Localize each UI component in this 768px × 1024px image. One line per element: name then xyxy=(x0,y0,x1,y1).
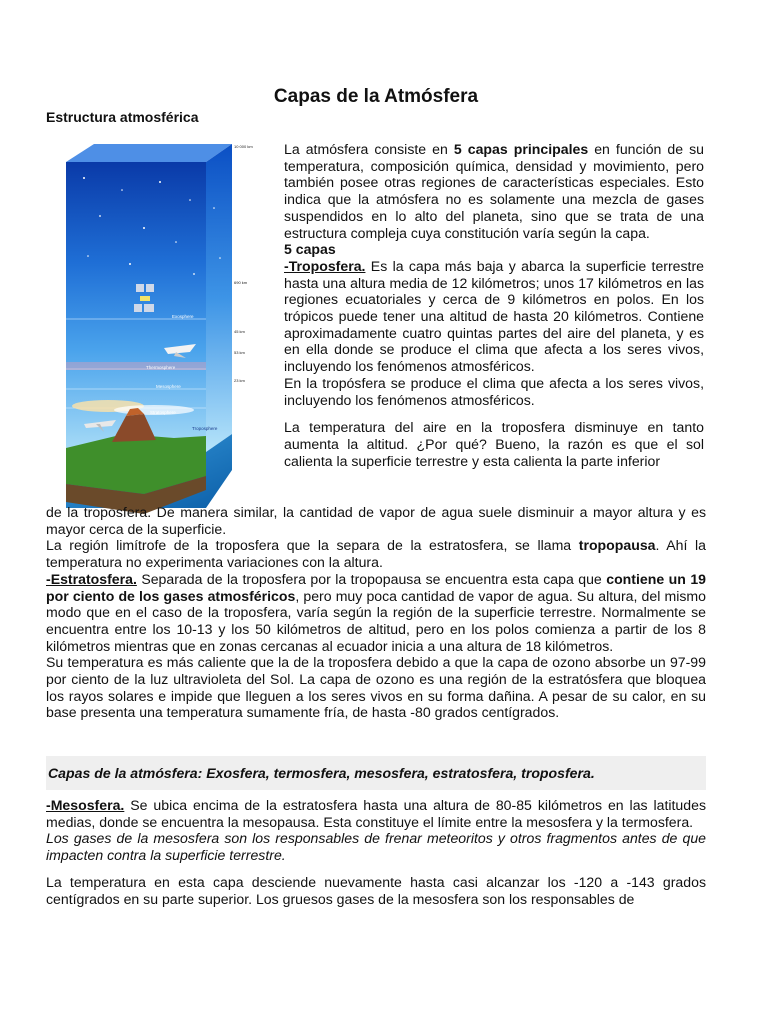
tropopausa-paragraph: La región limítrofe de la troposfera que la separa de la estratosfera, se llama tropopausa. Ahí la temperatura no experimenta variaciones con la altura. xyxy=(46,537,706,571)
ozono-paragraph: Su temperatura es más caliente que la de la troposfera debido a que la capa de ozono absorbe un 97-99 por ciento de la luz ultravioleta del Sol. La capa de ozono es una región de la estratósfera que bloquea los rayos solares e impide que lleguen a los seres vivos en su forma dañina. A pesar de su calor, en su base presenta una temperatura sumamente fría, de hasta -80 grados centígrados. xyxy=(46,654,706,721)
intro-paragraph: La atmósfera consiste en 5 capas principales en función de su temperatura, composición química, densidad y movimiento, pero también posee otras regiones de características especiales. Esto indica que la atmósfera no es solamente una mezcla de gases suspendidos en lo alto del planeta, sino que se trata de una estructura compleja cuya constitución varía según la capa. xyxy=(284,141,705,241)
temperature-paragraph-start: La temperatura del aire en la troposfera disminuye en tanto aumenta la altitud. ¿Por qué? Bueno, la razón es que el sol calienta la superficie terrestre y esta calienta la parte inferior xyxy=(284,419,704,469)
troposfera-label: -Troposfera. xyxy=(284,257,366,274)
mesosfera-label: -Mesosfera. xyxy=(46,797,125,813)
block-top-face xyxy=(66,144,232,162)
layer-label-thermosphere: Thermosphere xyxy=(146,365,176,370)
altitude-label: 690 km xyxy=(234,280,248,285)
section-heading: 5 capas xyxy=(284,241,336,258)
altitude-label: 23 km xyxy=(234,378,245,383)
page-title: Capas de la Atmósfera xyxy=(273,86,479,107)
atmosphere-block-diagram xyxy=(64,138,286,530)
troposfera-clima-paragraph: En la tropósfera se produce el clima que afecta a los seres vivos, incluyendo los fenómenos atmosféricos. xyxy=(284,374,704,408)
estratosfera-paragraph: -Estratosfera. Separada de la troposfera por la tropopausa se encuentra esta capa que contiene un 19 por ciento de los gases atmosféricos, pero muy poca cantidad de vapor de agua. Su altura, del mismo modo que en el caso de la troposfera, varía según la región de la superficie terrestre. Normalmente se encuentra entre los 10-13 y los 50 kilómetros de altitud, pero en los polos comienza a partir de los 8 kilómetros mientras que en zonas cercanas al ecuador inicia a una altura de 18 kilómetros. xyxy=(46,570,707,654)
altitude-label: 10 000 km xyxy=(234,144,253,149)
estratosfera-label: -Estratosfera. xyxy=(46,570,137,587)
layer-label-troposphere: Troposphere xyxy=(192,426,218,431)
mesosfera-temperature-paragraph: La temperatura en esta capa desciende nuevamente hasta casi alcanzar los -120 a -143 grados centígrados en su parte superior. Los gruesos gases de la mesosfera son los responsables de xyxy=(46,873,706,907)
mesosfera-italic-note: Los gases de la mesosfera son los responsables de frenar meteoritos y otros fragmentos antes de que impacten contra la superficie terrestre. xyxy=(46,830,706,864)
temperature-paragraph-end: de la troposfera. De manera similar, la cantidad de vapor de agua suele disminuir a mayor altura y es mayor cerca de la superficie. xyxy=(46,504,706,537)
atmosphere-layers-illustration xyxy=(64,138,286,530)
mesosfera-section xyxy=(46,797,706,907)
layer-label-exosphere: Exosphere xyxy=(172,314,194,319)
layer-label-stratosphere: Stratosphere xyxy=(150,410,176,415)
altitude-label: 53 km xyxy=(234,350,245,355)
block-side-face xyxy=(206,144,232,452)
figure-caption: Capas de la atmósfera: Exosfera, termosfera, mesosfera, estratosfera, troposfera. xyxy=(46,756,706,790)
mesosfera-paragraph: -Mesosfera. Se ubica encima de la estratosfera hasta una altura de 80-85 kilómetros en las latitudes medias, donde se encuentra la mesopausa. Esta constituye el límite entre la mesosfera y la termosfera. xyxy=(46,797,706,830)
troposfera-paragraph: -Troposfera. Es la capa más baja y abarca la superficie terrestre hasta una altura media de 12 kilómetros; unos 17 kilómetros en las regiones ecuatoriales y cerca de 9 kilómetros en polos. En los trópicos puede tener una altitud de hasta 20 kilómetros. Contiene aproximadamente cuatro quintas partes del aire del planeta, y es en ella donde se produce el clima que afecta a los seres vivos, incluyendo los fenómenos atmosféricos. xyxy=(284,257,704,375)
layer-label-mesosphere: Mesosphere xyxy=(156,384,181,389)
section-subtitle: Estructura atmosférica xyxy=(46,109,199,125)
body-text xyxy=(46,504,706,721)
intro-column xyxy=(284,141,704,469)
bold-phrase: 5 capas principales xyxy=(453,141,589,157)
altitude-label: 45 km xyxy=(234,329,245,334)
